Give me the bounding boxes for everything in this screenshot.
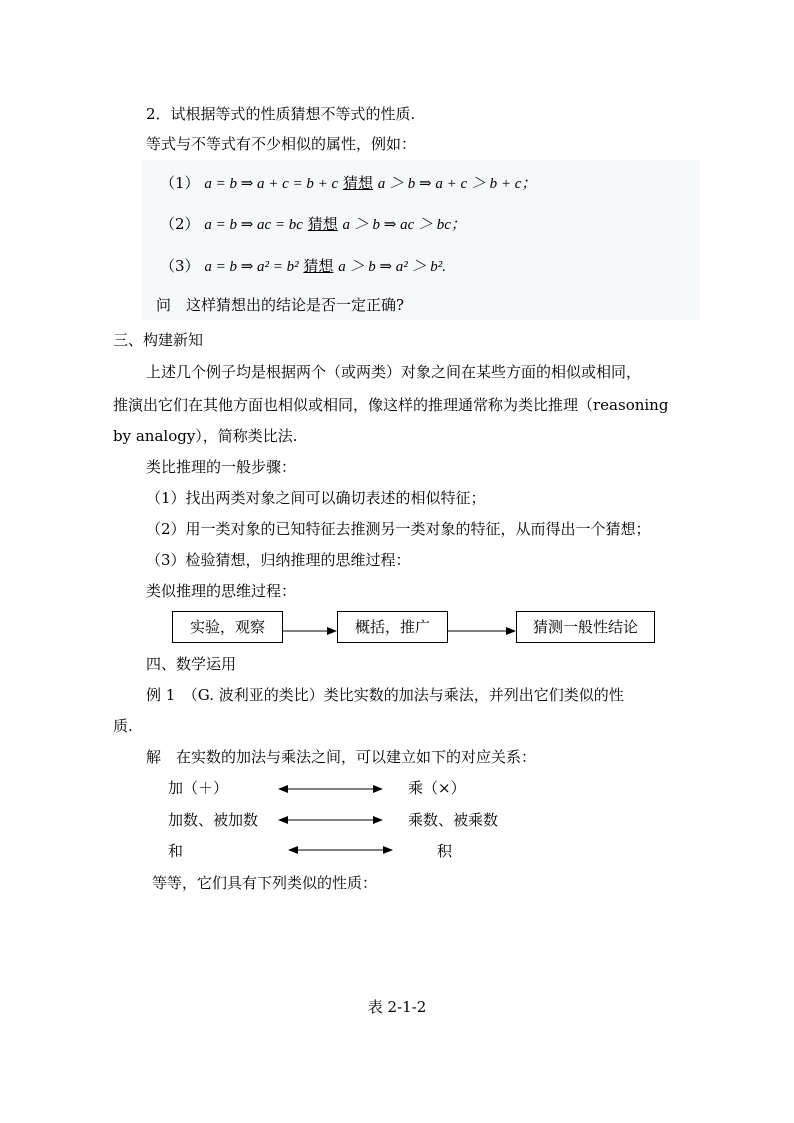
paragraph-line-1: 上述几个例子均是根据两个（或两类）对象之间在某些方面的相似或相同， xyxy=(146,363,642,381)
paragraph-line-2: 推演出它们在其他方面也相似或相同，像这样的推理通常称为类比推理（reasoning xyxy=(113,396,669,414)
section-3-heading: 三、构建新知 xyxy=(113,331,204,349)
similarity-text: 等式与不等式有不少相似的属性，例如： xyxy=(146,135,417,153)
correspondence-left-2: 加数、被加数 xyxy=(168,811,259,829)
flow-box-generalize: 概括，推广 xyxy=(337,611,448,643)
flow-box-observe: 实验，观察 xyxy=(172,611,283,643)
guess-label: 猜想 xyxy=(307,215,338,233)
table-caption: 表 2-1-2 xyxy=(367,998,427,1016)
example-premise: a = b ⇒ a + c = b + c xyxy=(204,176,339,192)
example-1-line-2: 质. xyxy=(113,717,133,735)
correspondence-right-1: 乘（×） xyxy=(408,779,466,797)
correspondence-left-1: 加（＋） xyxy=(168,779,229,797)
process-title: 类似推理的思维过程： xyxy=(146,582,297,600)
step-3: （3）检验猜想，归纳推理的思维过程： xyxy=(146,551,411,569)
example-1-line-1: 例 1 （G. 波利亚的类比）类比实数的加法与乘法，并列出它们类似的性 xyxy=(146,686,624,704)
correspondence-left-3: 和 xyxy=(168,842,184,860)
item-2-text: 2．试根据等式的性质猜想不等式的性质. xyxy=(146,105,416,123)
step-2: （2）用一类对象的已知特征去推测另一类对象的特征，从而得出一个猜想； xyxy=(146,520,651,538)
example-number: （3） xyxy=(160,257,200,275)
guess-label: 猜想 xyxy=(303,257,334,275)
example-conclusion: a ＞ b ⇒ ac ＞ bc； xyxy=(342,217,466,233)
guess-label: 猜想 xyxy=(342,174,373,192)
example-conclusion: a ＞ b ⇒ a + c ＞ b + c； xyxy=(377,176,537,192)
section-4-heading: 四、数学运用 xyxy=(146,655,237,673)
example-conclusion: a ＞ b ⇒ a² ＞ b². xyxy=(338,259,447,275)
correspondence-right-3: 积 xyxy=(437,842,453,860)
solution-text: 解 在实数的加法与乘法之间，可以建立如下的对应关系： xyxy=(146,748,537,766)
steps-title: 类比推理的一般步骤： xyxy=(146,458,297,476)
closing-text: 等等，它们具有下列类似的性质： xyxy=(152,874,378,892)
example-premise: a = b ⇒ a² = b² xyxy=(204,259,299,275)
paragraph-line-3: by analogy），简称类比法. xyxy=(113,427,298,445)
step-1: （1）找出两类对象之间可以确切表述的相似特征； xyxy=(146,489,486,507)
question-text: 问 这样猜想出的结论是否一定正确? xyxy=(156,296,405,314)
flow-box-conclusion: 猜测一般性结论 xyxy=(516,611,655,643)
correspondence-right-2: 乘数、被乘数 xyxy=(408,811,499,829)
example-number: （2） xyxy=(160,215,200,233)
example-premise: a = b ⇒ ac = bc xyxy=(204,217,303,233)
example-number: （1） xyxy=(160,174,200,192)
